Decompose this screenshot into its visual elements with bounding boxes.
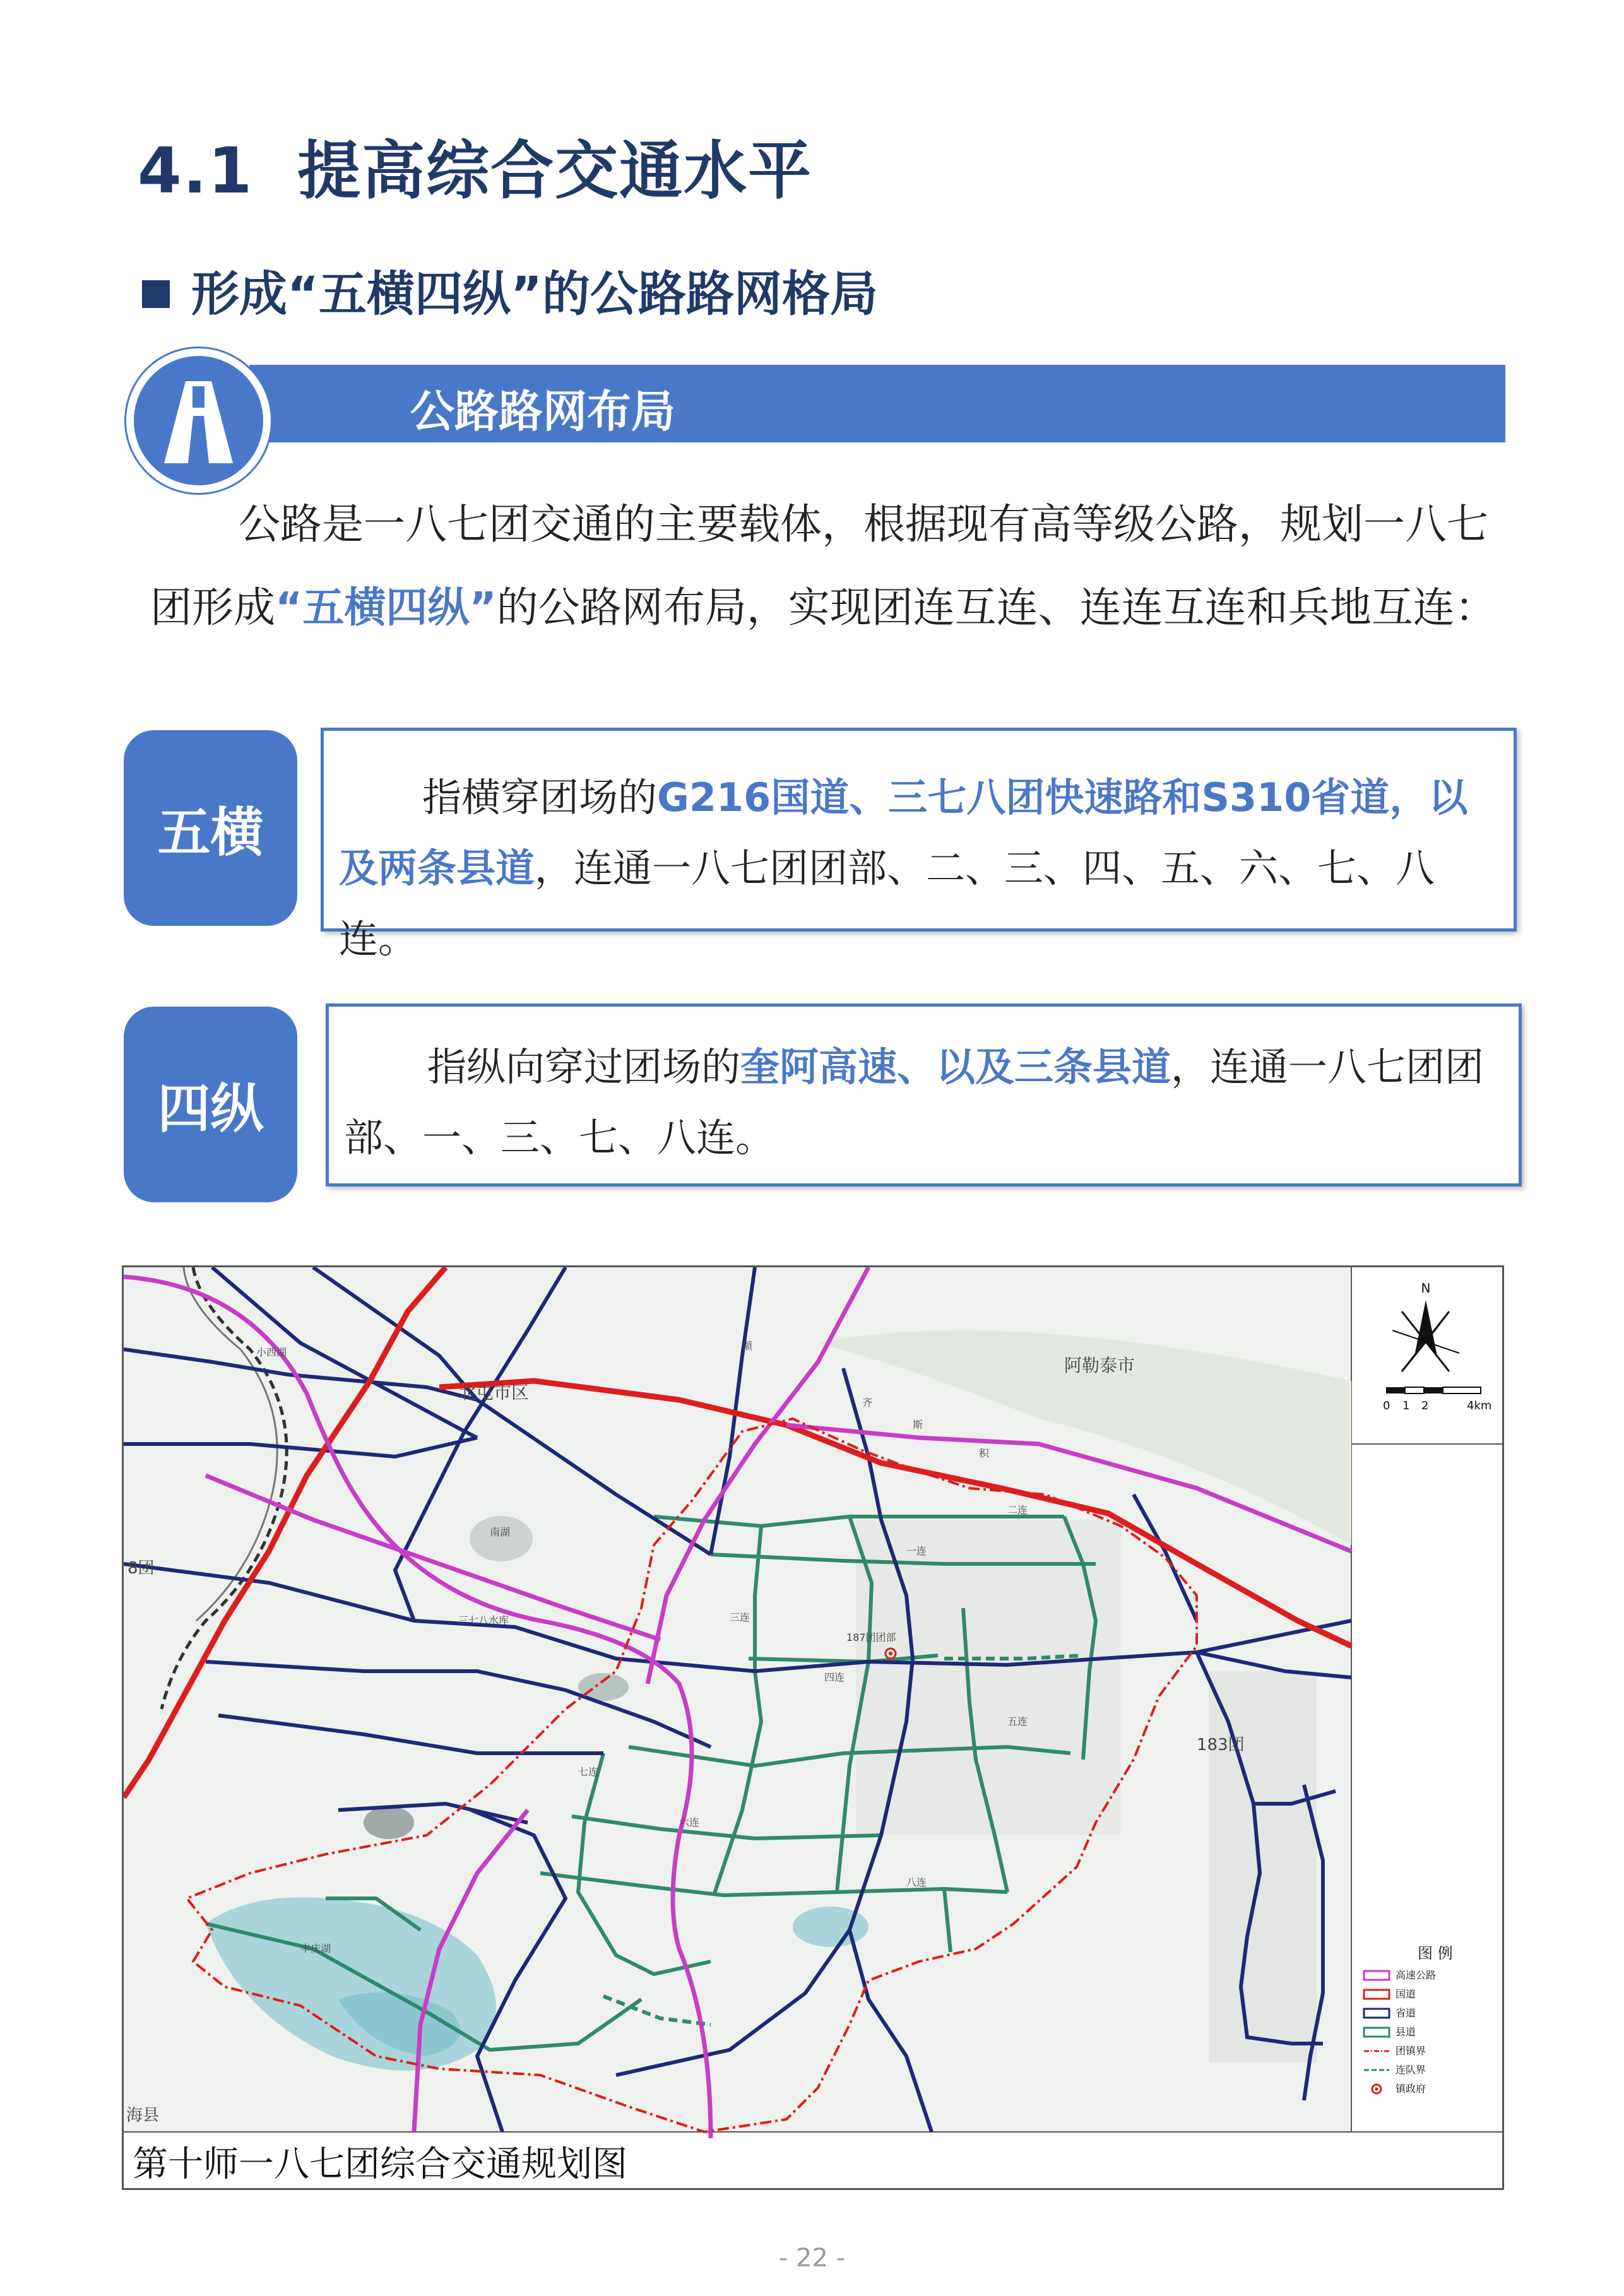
label-ji: 积	[979, 1447, 990, 1459]
svg-text:图 例: 图 例	[1418, 1944, 1453, 1962]
item-box-sizong	[326, 1003, 1522, 1186]
svg-text:省道: 省道	[1396, 2007, 1416, 2019]
map-figure	[122, 1265, 1504, 2190]
label-fengqing: 丰庆湖	[300, 1943, 331, 1955]
tag-sizong: 四纵	[124, 1007, 297, 1202]
svg-text:高速公路: 高速公路	[1396, 1969, 1437, 1981]
section-title: 提高综合交通水平	[297, 134, 813, 208]
subheading	[142, 256, 878, 324]
svg-text:镇政府: 镇政府	[1396, 2083, 1426, 2095]
item1-text-before: 指横穿团场的	[422, 774, 658, 820]
intro-text-before: 公路是一八七团交通的主要载体，根据现有高等级公路，规划一八七团形成	[150, 500, 1488, 632]
item-box-wuheng	[321, 728, 1517, 962]
svg-text:连队界: 连队界	[1396, 2064, 1426, 2076]
label-lian4: 四连	[824, 1671, 845, 1683]
svg-text:N: N	[1421, 1281, 1431, 1296]
section-number: 4.1	[138, 134, 254, 208]
transport-plan-map	[124, 1267, 1502, 2188]
label-tuanbu: 187团团部	[846, 1631, 896, 1643]
label-lian1: 一连	[906, 1545, 927, 1557]
item2-text-after: ，连通一八七团团部、一、三、七、八连。	[344, 1044, 1485, 1161]
label-nanhu: 南湖	[490, 1526, 511, 1538]
label-xiaoxihu: 小西湖	[256, 1346, 287, 1358]
label-beitun: 北屯市区	[458, 1382, 530, 1403]
intro-text-after: 的公路网布局，实现团连互连、连连互连和兵地互连：	[496, 583, 1497, 632]
tag-wuheng: 五横	[124, 730, 297, 926]
road-icon-badge	[126, 348, 271, 493]
subheading-text: 形成“五横四纵”的公路路网格局	[191, 266, 878, 322]
label-qi: 齐	[862, 1397, 873, 1409]
intro-paragraph	[150, 483, 1514, 649]
road-icon	[134, 356, 263, 485]
label-si: 斯	[913, 1419, 923, 1431]
svg-text:1: 1	[1402, 1399, 1410, 1412]
page-number: - 22 -	[778, 2244, 846, 2273]
label-lian3: 三连	[730, 1611, 750, 1623]
label-lian2: 二连	[1007, 1504, 1028, 1516]
svg-text:县道: 县道	[1396, 2026, 1416, 2038]
label-8tuan: 8团	[127, 1559, 155, 1578]
item2-text-before: 指纵向穿过团场的	[427, 1044, 741, 1090]
label-183: 183团	[1197, 1736, 1245, 1755]
item1-highlight: G216国道、三七八团快速路和S310省道，以及两条县道	[339, 774, 1468, 891]
label-reservoir: 三七八水库	[458, 1614, 509, 1626]
item1-text-after: ，连通一八七团团部、二、三、四、五、六、七、八连。	[339, 845, 1435, 962]
svg-text:4km: 4km	[1467, 1399, 1492, 1412]
item2-highlight: 奎阿高速、以及三条县道	[740, 1044, 1171, 1090]
svg-text:国道: 国道	[1396, 1988, 1416, 2000]
label-e: 額	[742, 1340, 753, 1352]
label-lian7: 七连	[578, 1766, 599, 1778]
intro-highlight: “五横四纵”	[275, 583, 497, 632]
map-caption: 第十师一八七团综合交通规划图	[133, 2144, 627, 2185]
svg-text:0: 0	[1383, 1399, 1390, 1412]
label-aletai: 阿勒泰市	[1064, 1355, 1135, 1376]
section-heading	[138, 120, 812, 211]
label-lian5: 五连	[1007, 1715, 1028, 1727]
label-lian8: 八连	[906, 1876, 927, 1888]
label-lian6: 六连	[679, 1816, 700, 1828]
banner-title: 公路路网布局	[410, 386, 675, 437]
svg-text:团镇界: 团镇界	[1396, 2045, 1426, 2057]
label-haixian: 海县	[126, 2106, 160, 2125]
square-bullet-icon	[142, 280, 170, 308]
svg-text:2: 2	[1421, 1399, 1429, 1412]
